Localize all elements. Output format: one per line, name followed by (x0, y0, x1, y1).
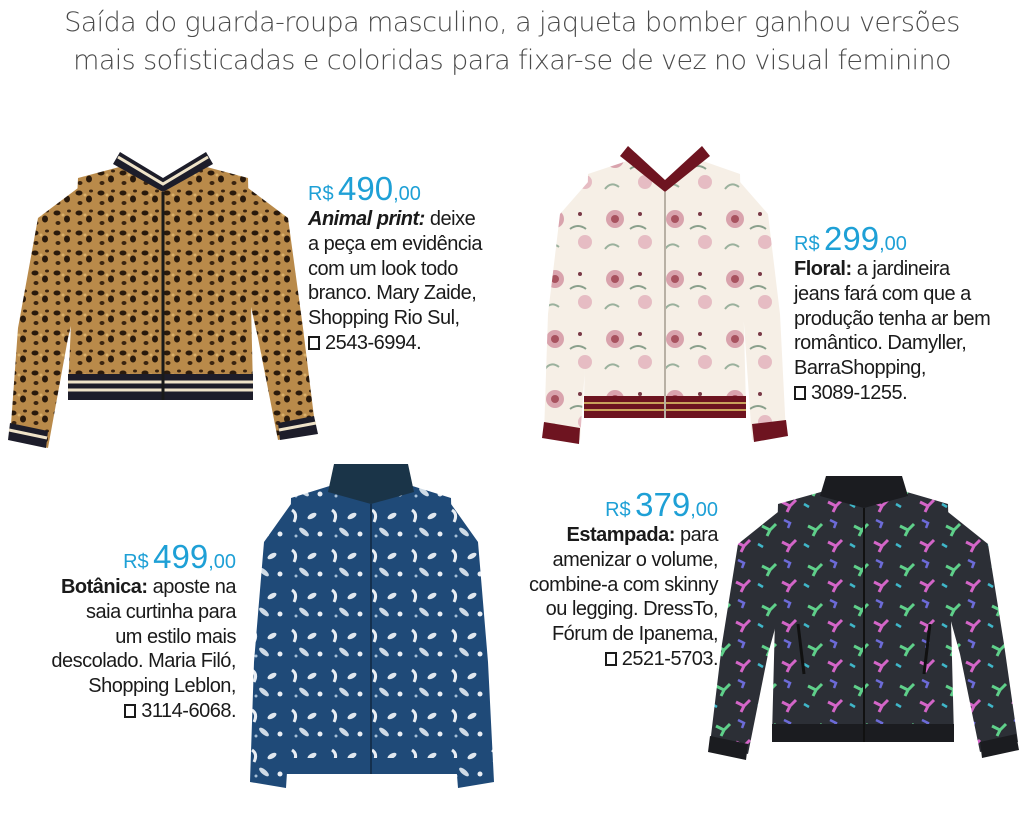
price-currency: R$ (123, 551, 149, 573)
price (510, 488, 718, 521)
jacket-image-estampada (708, 474, 1020, 766)
desc-line: a peça em evidência (308, 232, 482, 255)
price-value: 379 (635, 486, 691, 523)
headline (0, 4, 1024, 80)
desc-line: deixe (429, 208, 476, 230)
item-animal-print (308, 172, 508, 356)
item-name: Estampada: (566, 524, 675, 546)
desc-line: um estilo mais (115, 625, 236, 648)
desc-line: Fórum de Ipanema, (551, 623, 718, 646)
price-currency: R$ (605, 499, 631, 521)
price-cents: ,00 (208, 551, 236, 573)
phone-icon (794, 386, 806, 400)
desc-line: com um look todo (308, 257, 458, 280)
desc-line: a jardineira (856, 258, 950, 280)
desc-line: Shopping Leblon, (88, 675, 236, 698)
desc-line: BarraShopping, (794, 357, 926, 380)
desc-line: aposte na (152, 576, 236, 598)
phone-number: 2521-5703. (621, 647, 718, 670)
desc-line: ou legging. DressTo, (545, 598, 718, 621)
phone-number: 3114-6068. (141, 699, 236, 722)
price (308, 172, 508, 205)
description (20, 575, 236, 724)
price-currency: R$ (308, 183, 334, 205)
item-name: Animal print: (308, 208, 425, 230)
desc-line: jeans fará com que a (794, 282, 971, 305)
price-value: 490 (338, 170, 394, 207)
item-name: Floral: (794, 258, 852, 280)
headline-line-2: mais sofisticadas e coloridas para fixar-se de vez no visual feminino (73, 45, 951, 76)
price-value: 499 (153, 538, 209, 575)
jacket-image-floral (540, 144, 790, 458)
price-value: 299 (824, 220, 880, 257)
item-name: Botânica: (60, 576, 148, 598)
price (794, 222, 1014, 255)
desc-line: para (679, 524, 718, 546)
desc-line: produção tenha ar bem (794, 307, 991, 330)
phone-icon (124, 704, 136, 718)
phone-icon (308, 336, 320, 350)
phone-icon (605, 652, 617, 666)
desc-line: descolado. Maria Filó, (51, 650, 236, 673)
description (794, 257, 1014, 406)
desc-line: saia curtinha para (86, 600, 236, 623)
desc-line: combine-a com skinny (529, 573, 718, 596)
jacket-image-animal-print (8, 148, 320, 464)
item-floral (794, 222, 1014, 406)
price (20, 540, 236, 573)
jacket-image-botanical (246, 462, 498, 810)
desc-line: Shopping Rio Sul, (308, 307, 460, 330)
price-cents: ,00 (690, 499, 718, 521)
price-cents: ,00 (879, 233, 907, 255)
description (308, 207, 508, 356)
phone-number: 2543-6994. (325, 331, 422, 354)
description (510, 523, 718, 672)
price-cents: ,00 (393, 183, 421, 205)
item-botanica (20, 540, 236, 724)
item-estampada (510, 488, 718, 672)
headline-line-1: Saída do guarda-roupa masculino, a jaqueta bomber ganhou versões (64, 7, 960, 38)
desc-line: branco. Mary Zaide, (308, 282, 477, 305)
desc-line: amenizar o volume, (552, 548, 718, 571)
phone-number: 3089-1255. (811, 381, 908, 404)
desc-line: romântico. Damyller, (794, 332, 967, 355)
price-currency: R$ (794, 233, 820, 255)
